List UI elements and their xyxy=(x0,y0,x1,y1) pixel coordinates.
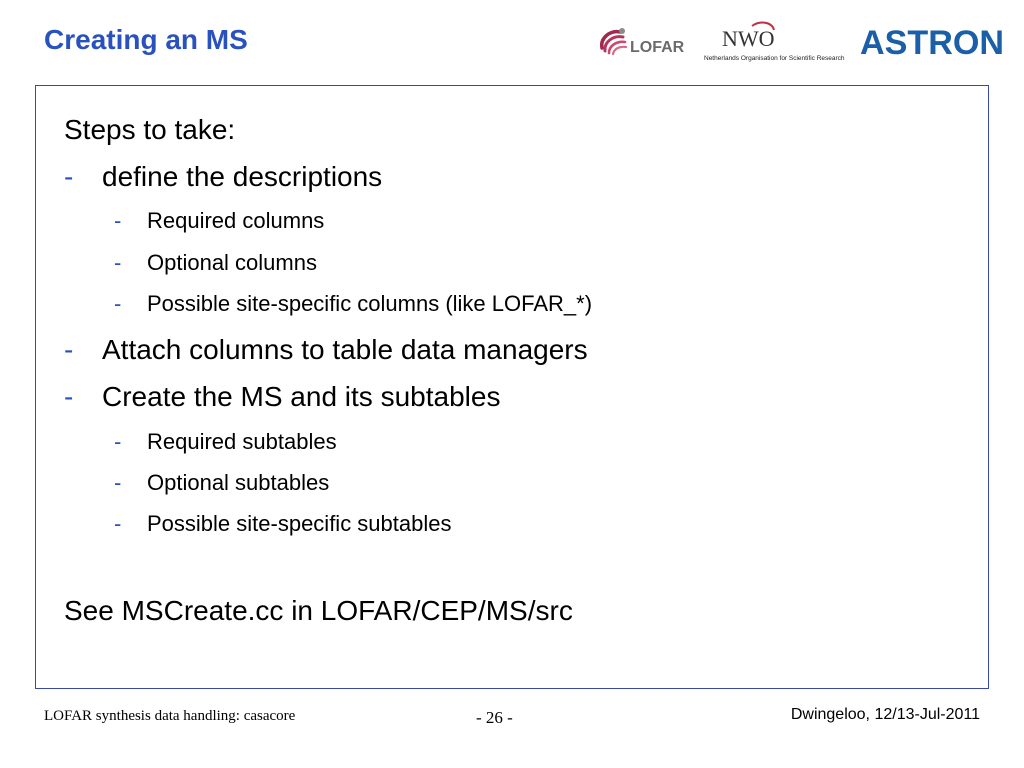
astron-logo xyxy=(858,20,1008,64)
sub-bullet-marker: - xyxy=(114,291,122,316)
nwo-logo xyxy=(702,18,852,68)
nwo-logo-text: NWO xyxy=(722,26,775,51)
sub-bullet-marker: - xyxy=(114,208,122,233)
step-1-text: define the descriptions xyxy=(102,161,383,192)
step-1-sub-2: Optional columns xyxy=(147,250,317,275)
astron-logo-text: ASTRON xyxy=(860,24,1004,62)
bullet-marker: - xyxy=(64,381,74,412)
sub-bullet-marker: - xyxy=(114,511,122,536)
footer-left-text: LOFAR synthesis data handling: casacore xyxy=(44,708,296,724)
bullet-marker: - xyxy=(64,161,74,192)
lofar-swirl-icon xyxy=(602,28,626,54)
intro-text: Steps to take: xyxy=(64,114,236,145)
lofar-logo xyxy=(596,22,700,62)
step-3-sub-2: Optional subtables xyxy=(147,470,330,495)
page-number: - 26 - xyxy=(476,708,513,727)
step-1-sub-1: Required columns xyxy=(147,208,325,233)
sub-bullet-marker: - xyxy=(114,429,122,454)
step-2-text: Attach columns to table data managers xyxy=(102,334,588,365)
bullet-marker: - xyxy=(64,334,74,365)
sub-bullet-marker: - xyxy=(114,250,122,275)
footer-date-location: Dwingeloo, 12/13-Jul-2011 xyxy=(790,706,980,723)
step-3-sub-3: Possible site-specific subtables xyxy=(147,511,452,536)
step-1-sub-3: Possible site-specific columns (like LOFAR_*) xyxy=(147,291,593,316)
step-3-sub-1: Required subtables xyxy=(147,429,337,454)
slide-title: Creating an MS xyxy=(44,24,248,55)
sub-bullet-marker: - xyxy=(114,470,122,495)
nwo-subtitle: Netherlands Organisation for Scientific Research xyxy=(704,55,845,62)
logo-bar xyxy=(596,14,1016,74)
step-3-text: Create the MS and its subtables xyxy=(102,381,501,412)
closing-text: See MSCreate.cc in LOFAR/CEP/MS/src xyxy=(64,595,573,626)
lofar-logo-text: LOFAR xyxy=(630,39,685,56)
